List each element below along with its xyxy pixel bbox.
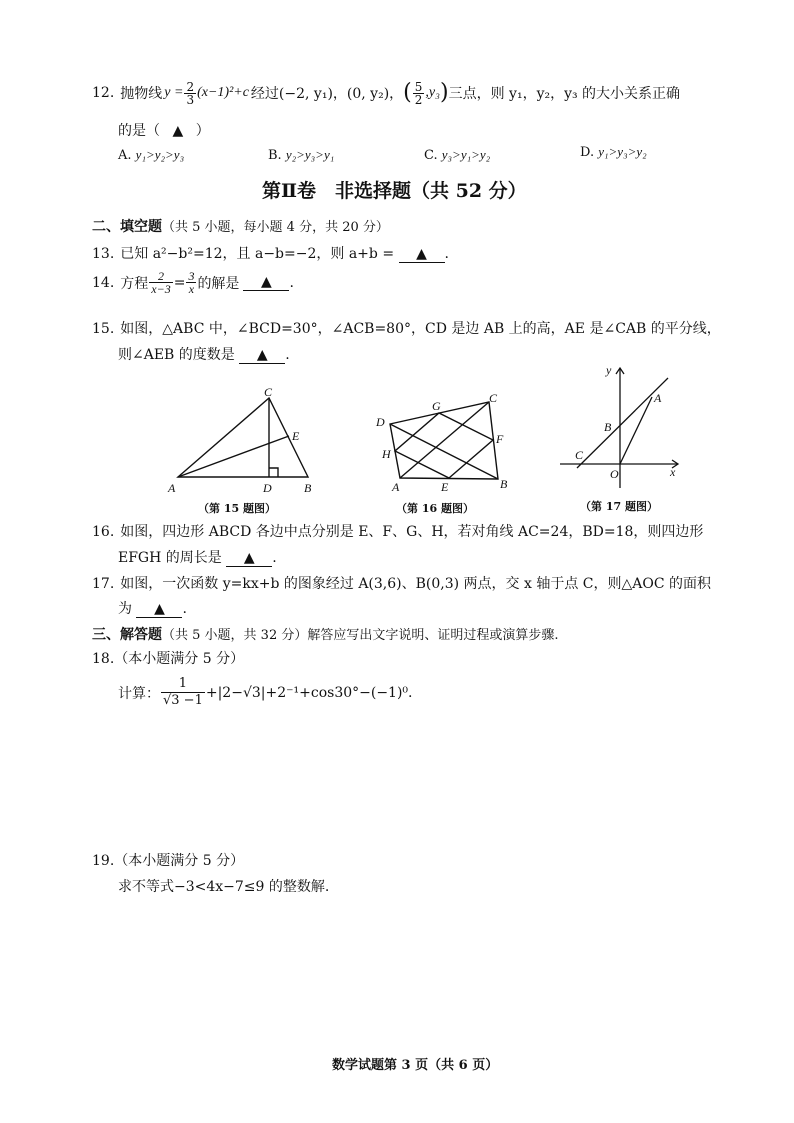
q16-line1 <box>92 521 738 541</box>
section2-note: （共 5 小题，每小题 4 分，共 20 分） <box>162 220 389 235</box>
fig15-label-b: B <box>304 481 312 495</box>
q18-expression <box>118 676 412 709</box>
q12-option-d-label: D. <box>580 145 595 160</box>
q18-frac-num: 1 <box>161 676 205 693</box>
fig17-caption: （第 17 题图） <box>580 500 658 513</box>
q14-text-a: 方程 <box>120 275 149 292</box>
q17-number: 17. <box>92 576 115 592</box>
fig15-bisector-ae <box>178 436 289 477</box>
q13-text: 已知 a²−b²=12，且 a−b=−2，则 a+b = <box>120 246 395 262</box>
q19-header <box>92 850 244 870</box>
q12-number: 12. <box>92 85 115 101</box>
fig16-diagonal-bd <box>390 424 498 479</box>
q12-line2-end: ） <box>195 123 210 139</box>
q15-line2-text: 则∠AEB 的度数是 <box>118 347 235 363</box>
q19-score: （本小题满分 5 分） <box>114 853 245 869</box>
fig17-label-x: x <box>670 465 676 479</box>
q19-text: 求不等式−3<4x−7≤9 的整数解. <box>118 879 330 895</box>
q12-formula-rhs: (x−1)²+c <box>197 85 249 100</box>
q14-end: . <box>289 274 294 291</box>
figure-15-triangle <box>168 385 338 498</box>
q18-header <box>92 648 244 668</box>
figure-17-linear-graph <box>560 364 690 490</box>
q16-end: . <box>272 550 277 566</box>
q16-line2-text: EFGH 的周长是 <box>118 550 222 566</box>
page-footer: 数学试题第 3 页（共 6 页） <box>332 1058 499 1073</box>
section2-heading: 二、填空题 <box>92 219 162 235</box>
q16-answer-blank: ▲ <box>226 550 272 567</box>
figure-16-quadrilateral <box>372 390 512 494</box>
q18-rest: +|2−√3|+2⁻¹+cos30°−(−1)⁰. <box>205 684 413 701</box>
q18-label: 计算： <box>118 685 160 702</box>
q15-line1-text: 如图，△ABC 中，∠BCD=30°，∠ACB=80°，CD 是边 AB 上的高，AE 是∠CAB 的平分线， <box>120 321 721 337</box>
q12-option-c-label: C. <box>424 148 438 163</box>
fig16-label-a: A <box>392 480 400 494</box>
q12-option-c <box>424 147 490 163</box>
q18-frac-den: √3 −1 <box>163 693 203 708</box>
q12-option-d <box>580 144 647 160</box>
fig17-label-y: y <box>606 363 612 377</box>
q12-option-b-label: B. <box>268 148 282 163</box>
fig15-label-d: D <box>263 481 272 495</box>
section2-header <box>92 216 389 236</box>
fig16-label-d: D <box>376 415 385 429</box>
q16-line2 <box>118 547 277 567</box>
q14 <box>92 270 294 295</box>
q15-answer-blank: ▲ <box>239 347 285 364</box>
q17-line1 <box>92 573 738 593</box>
q13-number: 13. <box>92 246 115 262</box>
q14-text-b: 的解是 <box>197 275 240 292</box>
fig15-label-a: A <box>168 481 176 495</box>
fig16-label-b: B <box>500 477 508 491</box>
q15-end: . <box>285 347 290 363</box>
q12-text-c: 三点，则 y₁，y₂，y₃ 的大小关系正确 <box>448 86 681 102</box>
q17-line1-text: 如图，一次函数 y=kx+b 的图象经过 A(3,6)、B(0,3) 两点，交 x 轴于点 C，则△AOC 的面积 <box>120 576 712 592</box>
q16-line1-text: 如图，四边形 ABCD 各边中点分别是 E、F、G、H，若对角线 AC=24，BD=18，则四边形 <box>120 524 704 540</box>
fig15-right-angle-mark <box>269 468 278 477</box>
fig15-caption: （第 15 题图） <box>198 502 276 515</box>
section3-note: （共 5 小题，共 32 分）解答应写出文字说明、证明过程或演算步骤. <box>162 628 559 643</box>
q12-option-c-text: y₃>y₁>y₂ <box>441 147 491 162</box>
fig16-label-c: C <box>489 391 498 405</box>
q12-option-a <box>118 147 184 163</box>
q12-option-a-text: y₁>y₂>y₃ <box>135 147 185 162</box>
q18-number: 18. <box>92 651 115 667</box>
fig17-label-b: B <box>604 420 612 434</box>
fig15-triangle-abc <box>178 398 308 477</box>
fig16-label-f: F <box>496 432 504 446</box>
q12-formula-lhs: y = <box>164 85 184 100</box>
q19-number: 19. <box>92 853 115 869</box>
q17-end: . <box>182 601 187 617</box>
q12-point3-y: ,y₃ <box>425 85 440 100</box>
fig15-label-c: C <box>264 385 273 399</box>
fig17-label-a: A <box>654 391 662 405</box>
q13 <box>92 243 449 263</box>
fig16-caption: （第 16 题图） <box>396 502 474 515</box>
q12-point3-num: 5 <box>414 79 423 94</box>
q15-line1 <box>92 318 744 338</box>
q18-score: （本小题满分 5 分） <box>114 651 245 667</box>
q12-paren-close: ) <box>440 80 449 105</box>
q14-fraction-right <box>186 270 196 295</box>
q12-point3-fraction <box>413 81 425 106</box>
q12-text-b: 经过(−2, y₁)，(0, y₂)， <box>250 86 404 102</box>
q14-answer-blank: ▲ <box>243 274 289 291</box>
q14-f1-num: 2 <box>149 270 172 283</box>
q12-paren-open: ( <box>403 80 412 105</box>
q14-f2-den: x <box>188 282 195 296</box>
q13-answer-blank: ▲ <box>399 246 445 263</box>
fig16-label-e: E <box>441 480 449 494</box>
fig17-label-o: O <box>610 467 619 481</box>
section3-header <box>92 624 558 644</box>
q12-line2 <box>118 120 210 140</box>
q12-point3-den: 2 <box>414 92 423 107</box>
q18-fraction <box>161 676 205 709</box>
q17-line2 <box>118 598 187 618</box>
q12-option-d-text: y₁>y₃>y₂ <box>598 144 647 159</box>
q12-option-b <box>268 147 334 163</box>
q13-end: . <box>444 246 449 262</box>
q12-frac-den: 3 <box>186 92 195 107</box>
q17-line2-text: 为 <box>118 601 132 617</box>
section3-heading: 三、解答题 <box>92 627 162 643</box>
q12-line2-text: 的是（ <box>118 123 160 139</box>
q12-frac-num: 2 <box>186 79 195 94</box>
q14-f2-num: 3 <box>188 269 195 283</box>
q14-fraction-left <box>149 270 172 295</box>
q16-number: 16. <box>92 524 115 540</box>
q12-text-a: 抛物线 <box>120 86 163 102</box>
q14-number: 14. <box>92 274 115 291</box>
fig16-label-h: H <box>382 447 391 461</box>
q12-option-b-text: y₂>y₃>y₁ <box>285 147 335 162</box>
fig17-label-c: C <box>575 448 584 462</box>
q12-blank-mark: ▲ <box>172 123 184 139</box>
fig16-label-g: G <box>432 399 441 413</box>
fig15-label-e: E <box>292 429 300 443</box>
q12-fraction <box>184 81 196 106</box>
q17-answer-blank: ▲ <box>136 601 182 618</box>
q14-equals: = <box>173 274 186 291</box>
q12-option-a-label: A. <box>118 148 132 163</box>
q15-line2 <box>118 344 290 364</box>
fig17-segment-oa <box>620 397 652 464</box>
q12-line1 <box>92 76 744 110</box>
fig16-diagonal-ac <box>400 402 489 478</box>
q14-f1-den: x−3 <box>151 282 171 296</box>
q15-number: 15. <box>92 321 115 337</box>
q12-point3-y-value: y₃ <box>428 85 440 100</box>
part2-title: 第Ⅱ卷 非选择题（共 52 分） <box>262 180 527 202</box>
